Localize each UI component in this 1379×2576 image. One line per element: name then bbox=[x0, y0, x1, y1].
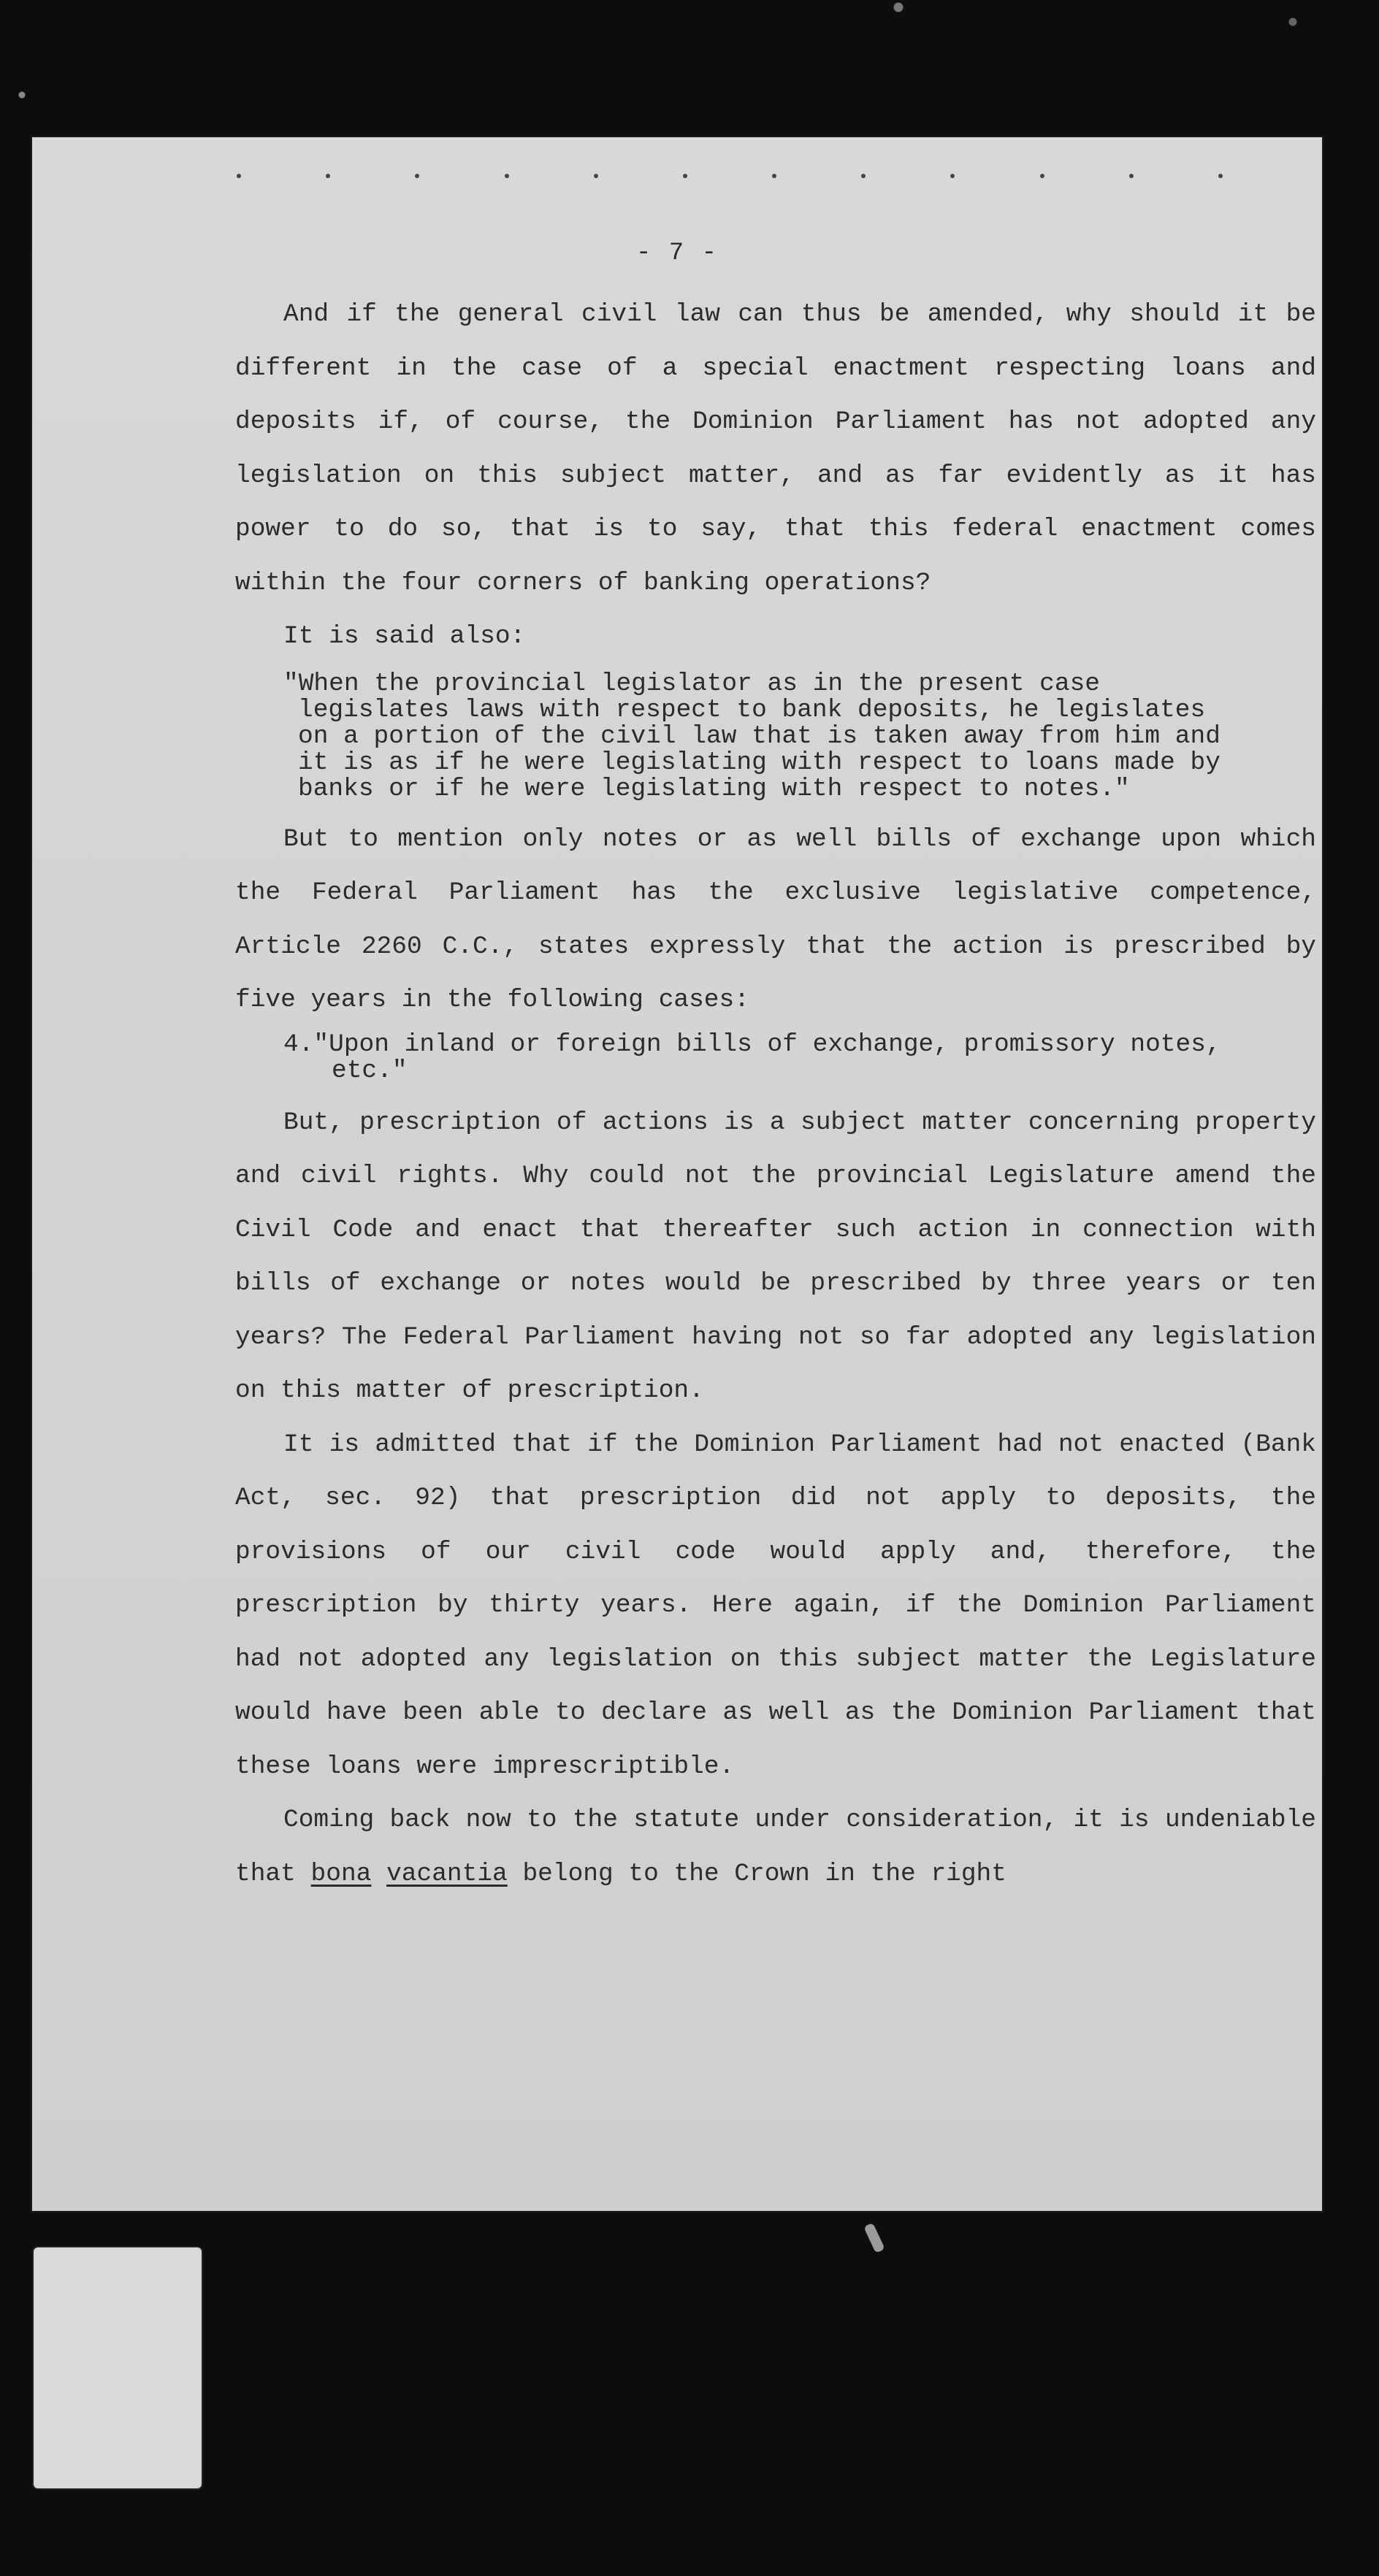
paragraph-1: And if the general civil law can thus be amended, why should it be different in the case of a special enactment respecting loans and deposits if, of course, the Dominion Parliament has not adopted any legislation on this subject matter, and as far evidently as it has power to do so, that is to say, that this federal enactment comes within the four corners of banking operations? bbox=[235, 300, 1316, 597]
paragraph-4: But, prescription of actions is a subject matter concerning property and civil rights. Why could not the provincial Legislature amend the Civil Code and enact that thereafter such action in connection with bills of exchange or notes would be prescribed by three years or ten years? The Federal Parliament having not so far adopted any legislation on this matter of prescription. bbox=[235, 1108, 1316, 1405]
page-number: - 7 - bbox=[635, 239, 719, 267]
underlined-term-bona: bona bbox=[310, 1859, 372, 1888]
document-page bbox=[32, 137, 1322, 2211]
paragraph-3: But to mention only notes or as well bills of exchange upon which the Federal Parliament has the exclusive legislative competence, Article 2260 C.C., states expressly that the action is prescribed by five years in the following cases: bbox=[235, 824, 1316, 1014]
document-body bbox=[235, 288, 1316, 1901]
paragraph-5: It is admitted that if the Dominion Parliament had not enacted (Bank Act, sec. 92) that prescription did not apply to deposits, the provisions of our civil code would apply and, therefore, the prescription by thirty years. Here again, if the Dominion Parliament had not adopted any legislation on this subject matter the Legislature would have been able to declare as well as the Dominion Parliament that these loans were imprescriptible. bbox=[235, 1430, 1316, 1781]
page-top-dots bbox=[237, 174, 1223, 184]
underlined-term-vacantia: vacantia bbox=[386, 1859, 508, 1888]
film-tab bbox=[34, 2247, 202, 2488]
paragraph-6-start: Coming back now to the statute under consideration, it is undeniable that bbox=[235, 1806, 1316, 1888]
numbered-item-4: 4."Upon inland or foreign bills of exchange, promissory notes, etc." bbox=[283, 1030, 1221, 1085]
paragraph-6-end: belong to the Crown in the right bbox=[522, 1859, 1006, 1888]
block-quote: "When the provincial legislator as in the present case legislates laws with respect to bank deposits, he legislates on a portion of the civil law that is taken away from him and it is as if he were legislating with respect to loans made by banks or if he were legislating with respect to notes." bbox=[283, 669, 1221, 803]
paragraph-6 bbox=[235, 1793, 1316, 1901]
paragraph-2: It is said also: bbox=[283, 622, 526, 651]
